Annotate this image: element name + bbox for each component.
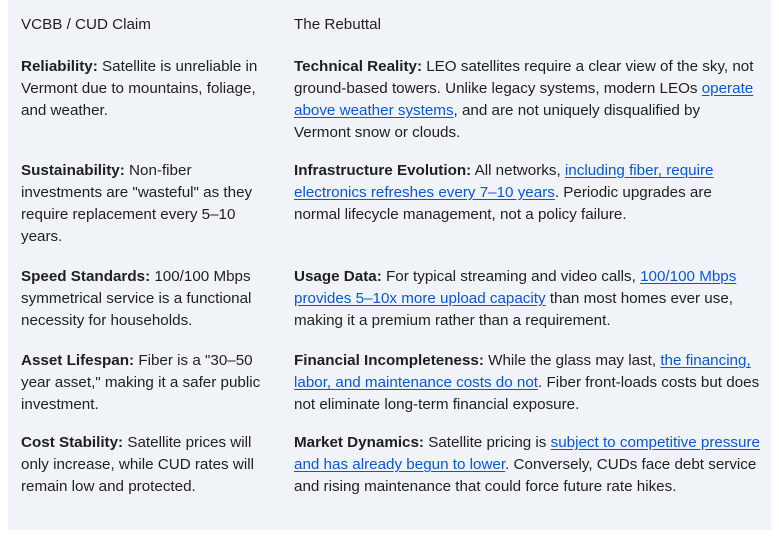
claim-text: Satellite is unreliable in Vermont due to mountains, foliage, and weather. xyxy=(21,58,258,119)
rebuttal-text: While the glass may last, xyxy=(483,352,661,369)
claim-text: Satellite prices will only increase, while CUD rates will remain low and protected. xyxy=(21,434,254,495)
rebuttal-text: . Periodic upgrades are normal lifecycle management, not a policy failure. xyxy=(294,184,712,223)
rebuttal-cell xyxy=(294,266,760,332)
claim-text: 100/100 Mbps symmetrical service is a functional necessity for households. xyxy=(21,268,252,329)
rebuttal-text: Satellite pricing is xyxy=(424,434,551,451)
claim-text: Non-fiber investments are "wasteful" as they require replacement every 5–10 years. xyxy=(21,162,253,245)
claim-label: Sustainability: xyxy=(21,162,125,179)
rebuttal-label: Technical Reality: xyxy=(294,58,423,75)
source-link[interactable]: operate above weather systems xyxy=(294,80,754,119)
claim-cell xyxy=(21,266,273,332)
claim-cell xyxy=(21,432,273,498)
claim-label: Cost Stability: xyxy=(21,434,124,451)
source-link[interactable]: the financing, labor, and maintenance costs do not xyxy=(294,352,751,391)
rebuttal-label: Market Dynamics: xyxy=(294,434,424,451)
source-link[interactable]: including fiber, require electronics refreshes every 7–10 years xyxy=(294,162,714,201)
source-link[interactable]: 100/100 Mbps provides 5–10x more upload capacity xyxy=(294,268,737,307)
rebuttal-label: Financial Incompleteness: xyxy=(294,352,484,369)
rebuttal-cell xyxy=(294,350,760,416)
rebuttal-cell xyxy=(294,56,760,144)
header-claim: VCBB / CUD Claim xyxy=(21,16,151,33)
rebuttal-label: Usage Data: xyxy=(294,268,382,285)
rebuttal-text: . Fiber front-loads costs but does not eliminate long-term financial exposure. xyxy=(294,374,760,413)
claim-cell xyxy=(21,56,273,122)
rebuttal-text: . Conversely, CUDs face debt service and rising maintenance that could force future rate hikes. xyxy=(294,456,757,495)
rebuttal-text: LEO satellites require a clear view of the sky, not ground-based towers. Unlike legacy systems, modern LEOs xyxy=(294,58,754,97)
rebuttal-text: than most homes ever use, making it a premium rather than a requirement. xyxy=(294,290,733,329)
rebuttal-text: All networks, xyxy=(471,162,565,179)
rebuttal-cell xyxy=(294,160,760,226)
rebuttal-label: Infrastructure Evolution: xyxy=(294,162,472,179)
claim-cell xyxy=(21,160,273,248)
comparison-table xyxy=(8,0,771,530)
claim-cell xyxy=(21,350,273,416)
claim-label: Reliability: xyxy=(21,58,98,75)
rebuttal-text: For typical streaming and video calls, xyxy=(381,268,641,285)
rebuttal-cell xyxy=(294,432,760,498)
header-rebuttal: The Rebuttal xyxy=(294,16,381,33)
claim-label: Speed Standards: xyxy=(21,268,151,285)
source-link[interactable]: subject to competitive pressure and has already begun to lower xyxy=(294,434,760,473)
claim-text: Fiber is a "30–50 year asset," making it a safer public investment. xyxy=(21,352,261,413)
rebuttal-text: , and are not uniquely disqualified by Vermont snow or clouds. xyxy=(294,102,701,141)
claim-label: Asset Lifespan: xyxy=(21,352,135,369)
